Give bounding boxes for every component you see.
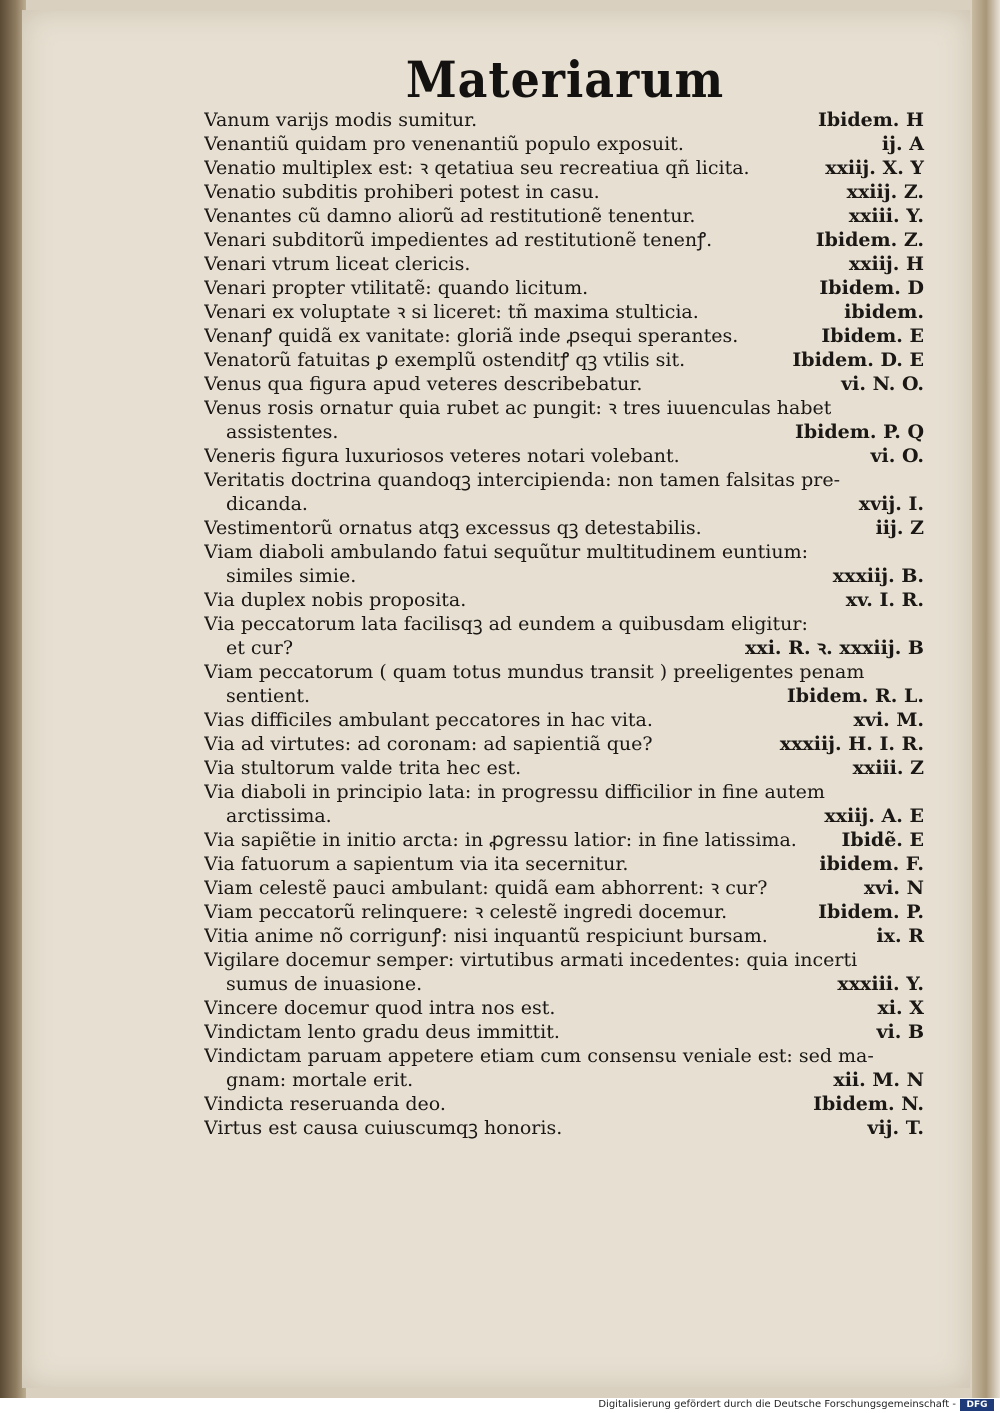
entry-text: Viam diaboli ambulando fatui sequũtur multitudinem euntium: [204,541,808,563]
entry-text: Viam celestẽ pauci ambulant: quidã eam abhorrent: ꝛ cur? [204,877,768,899]
index-entry [204,924,924,948]
index-entry [204,444,924,468]
index-entry [204,468,924,516]
index-entry [204,1020,924,1044]
entry-reference: xi. X [877,997,924,1019]
index-entry [204,132,924,156]
entry-continuation: similes simie. [226,565,357,587]
index-entry [204,180,924,204]
entry-text: Via fatuorum a sapientum via ita secernitur. [204,853,629,875]
entry-reference: xxiii. Y. [848,205,924,227]
entry-text: Via stultorum valde trita hec est. [204,757,522,779]
entry-continuation: gnam: mortale erit. [226,1069,414,1091]
entry-reference: xv. I. R. [845,589,924,611]
entry-text: Via ad virtutes: ad coronam: ad sapientiã que? [204,733,653,755]
entry-text: Veritatis doctrina quandoqꝫ intercipienda: non tamen falsitas pre- [204,469,840,491]
index-entry [204,756,924,780]
entry-reference: Ibidẽ. E [841,829,924,851]
entry-text: Vindicta reseruanda deo. [204,1093,446,1115]
footer-bar [0,1398,1000,1413]
entry-text: Venatorũ fatuitas ꝑ exemplũ ostenditꝭ qꝫ vtilis sit. [204,349,686,371]
entry-text: Vindictam lento gradu deus immittit. [204,1021,560,1043]
entry-reference: vi. N. O. [841,373,924,395]
entry-text: Via duplex nobis proposita. [204,589,467,611]
entry-reference: xxiii. Z [852,757,924,779]
entry-reference: iij. Z [875,517,924,539]
entry-text: Vanum varijs modis sumitur. [204,109,478,131]
entry-reference: ibidem. [844,301,924,323]
entry-text: Vigilare docemur semper: virtutibus armati incedentes: quia incerti [204,949,858,971]
entry-text: Vindictam paruam appetere etiam cum consensu veniale est: sed ma- [204,1045,874,1067]
index-entry [204,852,924,876]
index-entry [204,732,924,756]
entry-text: Veneris figura luxuriosos veteres notari volebant. [204,445,680,467]
index-entry [204,516,924,540]
entry-text: Venatio multiplex est: ꝛ qetatiua seu recreatiua qñ licita. [204,157,750,179]
entry-text: Vincere docemur quod intra nos est. [204,997,556,1019]
entry-text: Venatio subditis prohiberi potest in casu. [204,181,600,203]
index-entry [204,996,924,1020]
entry-text: Via diaboli in principio lata: in progressu difficilior in fine autem [204,781,825,803]
entry-reference: Ibidem. D [819,277,924,299]
index-entry [204,900,924,924]
page-title: Materiarum [405,50,725,109]
entry-text: Vitia anime nõ corrigunꝭ: nisi inquantũ respiciunt bursam. [204,925,768,947]
entry-text: Via sapiẽtie in initio arcta: in ꝓgressu latior: in fine latissima. [204,829,797,851]
entry-text: Vestimentorũ ornatus atqꝫ excessus qꝫ detestabilis. [204,517,702,539]
index-entry [204,588,924,612]
index-entry [204,156,924,180]
entry-reference: Ibidem. P. [818,901,924,923]
entry-text: Viam peccatorũ relinquere: ꝛ celestẽ ingredi docemur. [204,901,728,923]
entry-text: Via peccatorum lata facilisqꝫ ad eundem a quibusdam eligitur: [204,613,808,635]
entry-text: Venus rosis ornatur quia rubet ac pungit: ꝛ tres iuuenculas habet [204,397,832,419]
entry-reference: xvi. M. [853,709,924,731]
entry-text: Vias difficiles ambulant peccatores in hac vita. [204,709,653,731]
index-entry [204,252,924,276]
entry-reference: ij. A [881,133,924,155]
footer-credit: Digitalisierung gefördert durch die Deutsche Forschungsgemeinschaft - [598,1399,956,1410]
entry-text: Viam peccatorum ( quam totus mundus transit ) preeligentes penam [204,661,865,683]
index-entries [204,108,924,1140]
entry-text: Venantiũ quidam pro venenantiũ populo exposuit. [204,133,684,155]
entry-reference: Ibidem. R. L. [786,685,924,707]
entry-reference: Ibidem. Z. [815,229,924,251]
entry-continuation: sentient. [226,685,311,707]
index-entry [204,612,924,660]
entry-continuation: arctissima. [226,805,332,827]
index-entry [204,108,924,132]
entry-text: Venari vtrum liceat clericis. [204,253,471,275]
index-entry [204,708,924,732]
entry-reference: vij. T. [867,1117,924,1139]
entry-continuation: dicanda. [226,493,308,515]
entry-continuation: sumus de inuasione. [226,973,423,995]
entry-reference: xvi. N [863,877,924,899]
entry-reference: Ibidem. H [817,109,924,131]
entry-reference: xvij. I. [858,493,924,515]
index-entry [204,876,924,900]
entry-reference: Ibidem. E [821,325,924,347]
index-entry [204,348,924,372]
entry-reference: Ibidem. N. [813,1093,924,1115]
entry-reference: xxxiij. B. [832,565,924,587]
index-entry [204,276,924,300]
entry-reference: xxiij. X. Y [825,157,924,179]
index-entry [204,828,924,852]
entry-reference: xxxiij. H. I. R. [779,733,924,755]
entry-reference: xxiij. H [848,253,924,275]
index-entry [204,228,924,252]
index-entry [204,948,924,996]
entry-continuation: et cur? [226,637,294,659]
entry-text: Venari propter vtilitatẽ: quando licitum. [204,277,589,299]
entry-text: Venus qua figura apud veteres describebatur. [204,373,643,395]
entry-reference: xxiij. Z. [846,181,924,203]
entry-reference: xii. M. N [833,1069,924,1091]
entry-reference: xxi. R. ꝛ. xxxiij. B [745,637,924,659]
entry-text: Venari ex voluptate ꝛ si liceret: tñ maxima stulticia. [204,301,699,323]
index-entry [204,660,924,708]
index-entry [204,1116,924,1140]
entry-text: Venari subditorũ impedientes ad restitutionẽ tenenꝭ. [204,229,713,251]
index-entry [204,1044,924,1092]
entry-text: Venanꝭ quidã ex vanitate: gloriã inde ꝓsequi sperantes. [204,325,739,347]
entry-reference: vi. B [876,1021,924,1043]
entry-reference: Ibidem. D. E [792,349,924,371]
entry-reference: ibidem. F. [819,853,924,875]
index-entry [204,1092,924,1116]
index-entry [204,372,924,396]
entry-continuation: assistentes. [226,421,339,443]
index-entry [204,204,924,228]
index-entry [204,324,924,348]
index-entry [204,780,924,828]
entry-text: Venantes cũ damno aliorũ ad restitutionẽ tenentur. [204,205,696,227]
dfg-logo: DFG [960,1399,994,1411]
index-entry [204,300,924,324]
entry-reference: xxiij. A. E [824,805,924,827]
book-edge-right [972,0,1000,1400]
entry-text: Virtus est causa cuiuscumqꝫ honoris. [204,1117,563,1139]
entry-reference: Ibidem. P. Q [794,421,924,443]
entry-reference: xxxiii. Y. [837,973,924,995]
entry-reference: vi. O. [870,445,924,467]
index-entry [204,396,924,444]
index-entry [204,540,924,588]
entry-reference: ix. R [876,925,924,947]
